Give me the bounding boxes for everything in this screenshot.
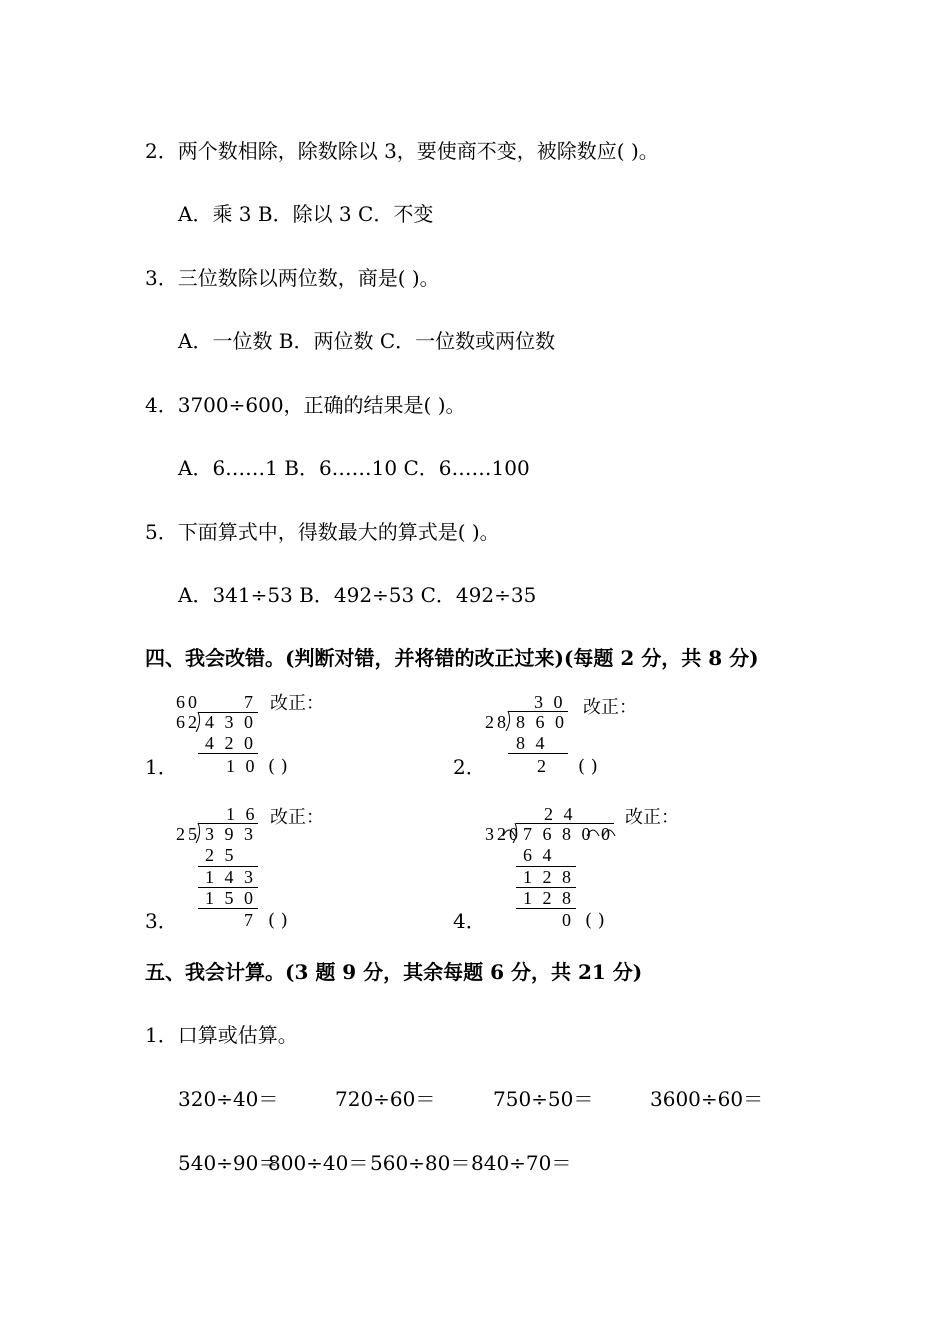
q4-options: A．6……1 B．6……10 C．6……100 — [178, 456, 530, 480]
p2-dividend: 8 6 0 — [516, 712, 567, 732]
q3-options: A．一位数 B．两位数 C．一位数或两位数 — [178, 329, 556, 353]
section5-title: 五、我会计算。(3 题 9 分，其余每题 6 分，共 21 分) — [145, 960, 643, 984]
q3-stem: 3．三位数除以两位数，商是( )。 — [145, 266, 440, 290]
q4-stem: 4．3700÷600，正确的结果是( )。 — [145, 393, 466, 417]
p4-answer-paren: ( ) — [585, 910, 605, 931]
p3-answer-paren: ( ) — [268, 910, 288, 931]
q5-stem: 5．下面算式中，得数最大的算式是( )。 — [145, 520, 500, 544]
calc-item: 720÷60＝ — [335, 1087, 436, 1111]
calc-item: 560÷80＝ — [370, 1151, 471, 1175]
p3-row3: 1 5 0 — [205, 888, 256, 908]
calc-item: 750÷50＝ — [493, 1087, 594, 1111]
p4-dividend: 7 6 8 0 0 — [523, 824, 613, 844]
p2-answer-paren: ( ) — [578, 756, 598, 777]
calc-item: 320÷40＝ — [178, 1087, 279, 1111]
calc-item: 540÷90＝ — [178, 1151, 279, 1175]
calc-item: 3600÷60＝ — [650, 1087, 764, 1111]
p4-row1: 6 4 — [523, 845, 555, 865]
p3-dividend: 3 9 3 — [205, 824, 256, 844]
p1-result: 1 0 — [226, 756, 258, 776]
p4-cross-out-marks — [503, 822, 617, 838]
p4-result: 0 — [562, 910, 574, 930]
p1-dividend: 4 3 0 — [205, 712, 256, 732]
p3-row2: 1 4 3 — [205, 867, 256, 887]
p4-quotient: 2 4 — [544, 804, 576, 824]
p2-divisor: 28 — [485, 712, 509, 732]
p2-row1: 8 4 — [516, 733, 548, 753]
p4-number: 4． — [453, 909, 486, 933]
p1-quotient: 7 — [244, 692, 256, 712]
p3-quotient: 1 6 — [226, 804, 258, 824]
p1-number: 1． — [145, 755, 178, 779]
q2-options: A．乘 3 B．除以 3 C．不变 — [178, 202, 434, 226]
calc-item: 800÷40＝ — [268, 1151, 369, 1175]
calc-item: 840÷70＝ — [471, 1151, 572, 1175]
p1-divisor: 62 — [176, 712, 200, 732]
p3-result: 7 — [244, 910, 256, 930]
p1-answer-paren: ( ) — [268, 756, 288, 777]
section4-title: 四、我会改错。(判断对错，并将错的改正过来)(每题 2 分，共 8 分) — [145, 646, 759, 670]
q2-stem: 2．两个数相除，除数除以 3，要使商不变，被除数应( )。 — [145, 139, 659, 163]
p3-sub-line-3 — [198, 908, 258, 909]
p2-number: 2． — [453, 755, 486, 779]
p4-sub-line-3 — [516, 908, 576, 909]
p2-sub-line — [508, 753, 568, 754]
p3-number: 3． — [145, 909, 178, 933]
p2-quotient: 3 0 — [534, 692, 566, 712]
q5-options: A．341÷53 B．492÷53 C．492÷35 — [178, 583, 537, 607]
p3-correction-label: 改正： — [270, 807, 324, 828]
p1-row1: 4 2 0 — [205, 733, 256, 753]
p2-result: 2 — [537, 756, 549, 776]
p4-divisor: 320 — [485, 824, 521, 844]
p4-row2: 1 2 8 — [523, 867, 574, 887]
p2-correction-label: 改正： — [583, 697, 637, 718]
p3-divisor: 25 — [176, 824, 200, 844]
p3-row1: 2 5 — [205, 845, 237, 865]
p4-correction-label: 改正： — [625, 807, 679, 828]
calc-q1-title: 1．口算或估算。 — [145, 1023, 298, 1047]
p1-divisor-top: 60 — [176, 692, 200, 712]
p1-correction-label: 改正： — [270, 693, 324, 714]
p4-row3: 1 2 8 — [523, 888, 574, 908]
p1-sub-line — [198, 753, 258, 754]
